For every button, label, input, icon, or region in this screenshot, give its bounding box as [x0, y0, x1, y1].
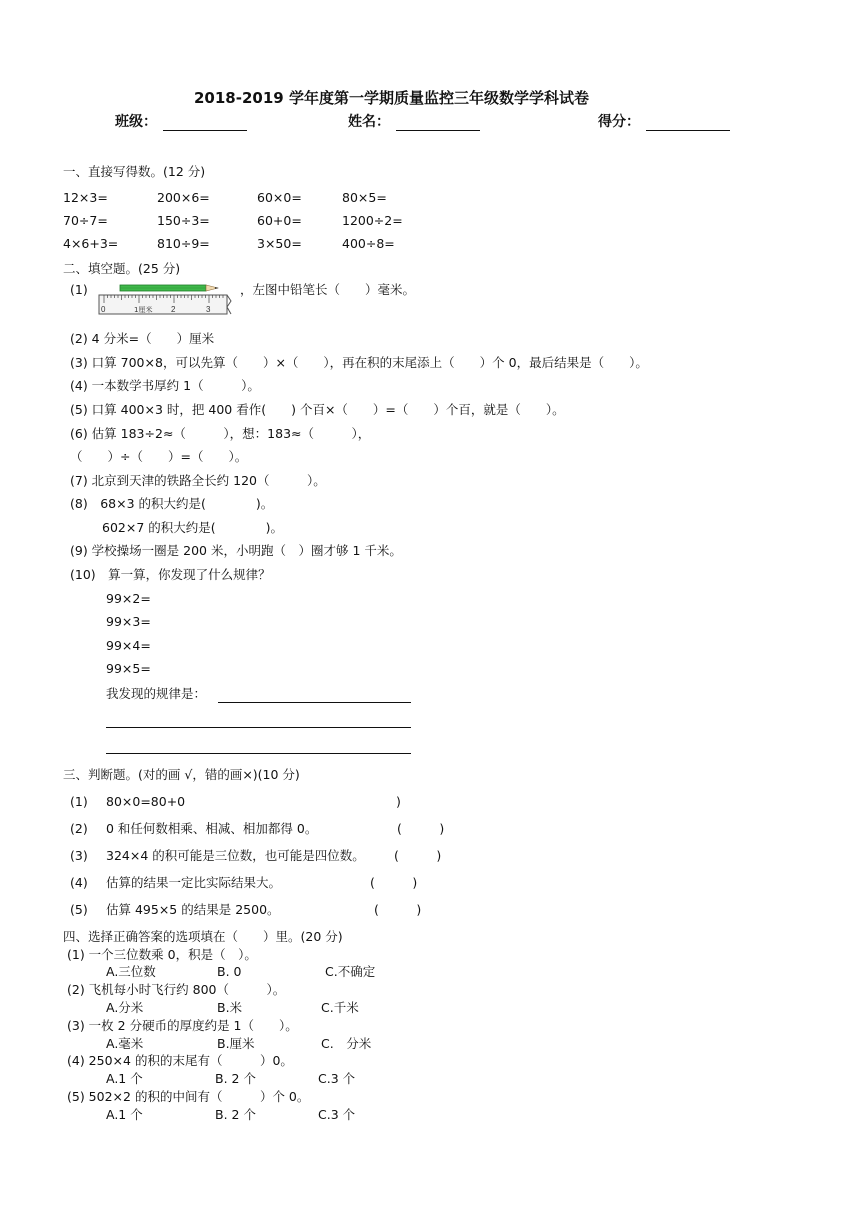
judge-answer-paren[interactable]: ( ): [370, 875, 418, 890]
rule-label: 我发现的规律是：: [106, 686, 207, 701]
pattern-item: 99×3=: [106, 614, 151, 629]
judge-text: 324×4 的积可能是三位数，也可能是四位数。: [106, 848, 365, 863]
judge-text: 估算 495×5 的结果是 2500。: [106, 902, 280, 917]
fill-question: (10) 算一算，你发现了什么规律？: [70, 567, 271, 582]
judge-text: 0 和任何数相乘、相减、相加都得 0。: [106, 821, 318, 836]
fill-question: （ ）÷（ ）=（ ）。: [70, 449, 248, 464]
judge-number: (5): [70, 902, 88, 917]
q1-text: ，左图中铅笔长（ ）毫米。: [240, 282, 416, 297]
rule-answer-line[interactable]: [218, 702, 411, 703]
judge-answer-paren[interactable]: ( ): [394, 848, 442, 863]
calc-item: 810÷9=: [157, 236, 210, 251]
calc-item: 400÷8=: [342, 236, 395, 251]
score-field[interactable]: [646, 130, 730, 131]
choice-option-c[interactable]: C. 分米: [321, 1036, 372, 1051]
judge-text: 80×0=80+0: [106, 794, 186, 809]
calc-item: 80×5=: [342, 190, 387, 205]
fill-question: (3) 口算 700×8，可以先算（ ）×（ ），再在积的末尾添上（ ）个 0，最后结果是（ ）。: [70, 355, 648, 370]
choice-option-c[interactable]: C.不确定: [325, 964, 376, 979]
choice-question: (3) 一枚 2 分硬币的厚度约是 1（ ）。: [67, 1018, 298, 1033]
choice-option-a[interactable]: A.1 个: [106, 1071, 143, 1086]
name-label: 姓名：: [348, 114, 390, 130]
choice-option-a[interactable]: A.分米: [106, 1000, 144, 1015]
calc-item: 12×3=: [63, 190, 108, 205]
section-4-heading: 四、选择正确答案的选项填在（ ）里。(20 分): [63, 929, 343, 944]
ruler-svg: [98, 281, 232, 315]
ruler-tick-label: 0: [101, 305, 106, 314]
section-2-heading: 二、填空题。(25 分): [63, 261, 181, 276]
pattern-item: 99×5=: [106, 661, 151, 676]
ruler-tick-label: 1厘米: [134, 306, 153, 314]
calc-item: 200×6=: [157, 190, 210, 205]
choice-option-c[interactable]: C.千米: [321, 1000, 359, 1015]
calc-item: 70÷7=: [63, 213, 108, 228]
rule-answer-line[interactable]: [106, 727, 411, 728]
name-field[interactable]: [396, 130, 480, 131]
ruler-tick-label: 2: [171, 305, 176, 314]
fill-question: (7) 北京到天津的铁路全长约 120（ ）。: [70, 473, 326, 488]
choice-question: (4) 250×4 的积的末尾有（ ）0。: [67, 1053, 293, 1068]
fill-question: (6) 估算 183÷2≈（ ），想：183≈（ ），: [70, 426, 371, 441]
pattern-item: 99×2=: [106, 591, 151, 606]
judge-number: (1): [70, 794, 88, 809]
calc-item: 4×6+3=: [63, 236, 119, 251]
page-title: 2018-2019 学年度第一学期质量监控三年级数学学科试卷: [194, 89, 589, 107]
choice-option-b[interactable]: B. 2 个: [215, 1107, 256, 1122]
choice-option-b[interactable]: B.米: [217, 1000, 243, 1015]
section-3-heading: 三、判断题。(对的画 √，错的画×)(10 分): [63, 767, 300, 782]
choice-option-b[interactable]: B. 2 个: [215, 1071, 256, 1086]
judge-answer-paren[interactable]: ( ): [374, 902, 422, 917]
calc-item: 60+0=: [257, 213, 302, 228]
score-label: 得分：: [598, 114, 640, 130]
choice-option-b[interactable]: B. 0: [217, 964, 242, 979]
ruler-tick-label: 3: [206, 305, 211, 314]
fill-question: (5) 口算 400×3 时，把 400 看作( ) 个百×（ ）=（ ）个百，就是（ ）。: [70, 402, 565, 417]
class-field[interactable]: [163, 130, 247, 131]
choice-option-c[interactable]: C.3 个: [318, 1071, 356, 1086]
pattern-item: 99×4=: [106, 638, 151, 653]
judge-text: 估算的结果一定比实际结果大。: [106, 875, 282, 890]
choice-question: (1) 一个三位数乘 0，积是（ ）。: [67, 947, 257, 962]
rule-answer-line[interactable]: [106, 753, 411, 754]
ruler-with-pencil-image: [98, 281, 232, 315]
judge-answer-paren[interactable]: ( ): [397, 821, 445, 836]
calc-item: 60×0=: [257, 190, 302, 205]
choice-question: (2) 飞机每小时飞行约 800（ ）。: [67, 982, 286, 997]
fill-question: 602×7 的积大约是( )。: [102, 520, 284, 535]
class-label: 班级：: [115, 114, 157, 130]
fill-question: (8) 68×3 的积大约是( )。: [70, 496, 274, 511]
judge-number: (4): [70, 875, 88, 890]
section-1-heading: 一、直接写得数。(12 分): [63, 164, 206, 179]
choice-option-b[interactable]: B.厘米: [217, 1036, 255, 1051]
calc-item: 150÷3=: [157, 213, 210, 228]
q1-number: (1): [70, 282, 88, 297]
choice-option-a[interactable]: A.1 个: [106, 1107, 143, 1122]
calc-item: 3×50=: [257, 236, 302, 251]
choice-question: (5) 502×2 的积的中间有（ ）个 0。: [67, 1089, 310, 1104]
fill-question: (2) 4 分米=（ ）厘米: [70, 331, 215, 346]
judge-number: (3): [70, 848, 88, 863]
choice-option-a[interactable]: A.三位数: [106, 964, 156, 979]
pencil-icon: [120, 285, 219, 291]
fill-question: (4) 一本数学书厚约 1（ ）。: [70, 378, 260, 393]
judge-answer-paren[interactable]: ): [396, 794, 401, 809]
calc-item: 1200÷2=: [342, 213, 403, 228]
choice-option-a[interactable]: A.毫米: [106, 1036, 144, 1051]
ruler-torn-edge: [227, 295, 231, 314]
fill-question: (9) 学校操场一圈是 200 米，小明跑（ ）圈才够 1 千米。: [70, 543, 402, 558]
choice-option-c[interactable]: C.3 个: [318, 1107, 356, 1122]
judge-number: (2): [70, 821, 88, 836]
